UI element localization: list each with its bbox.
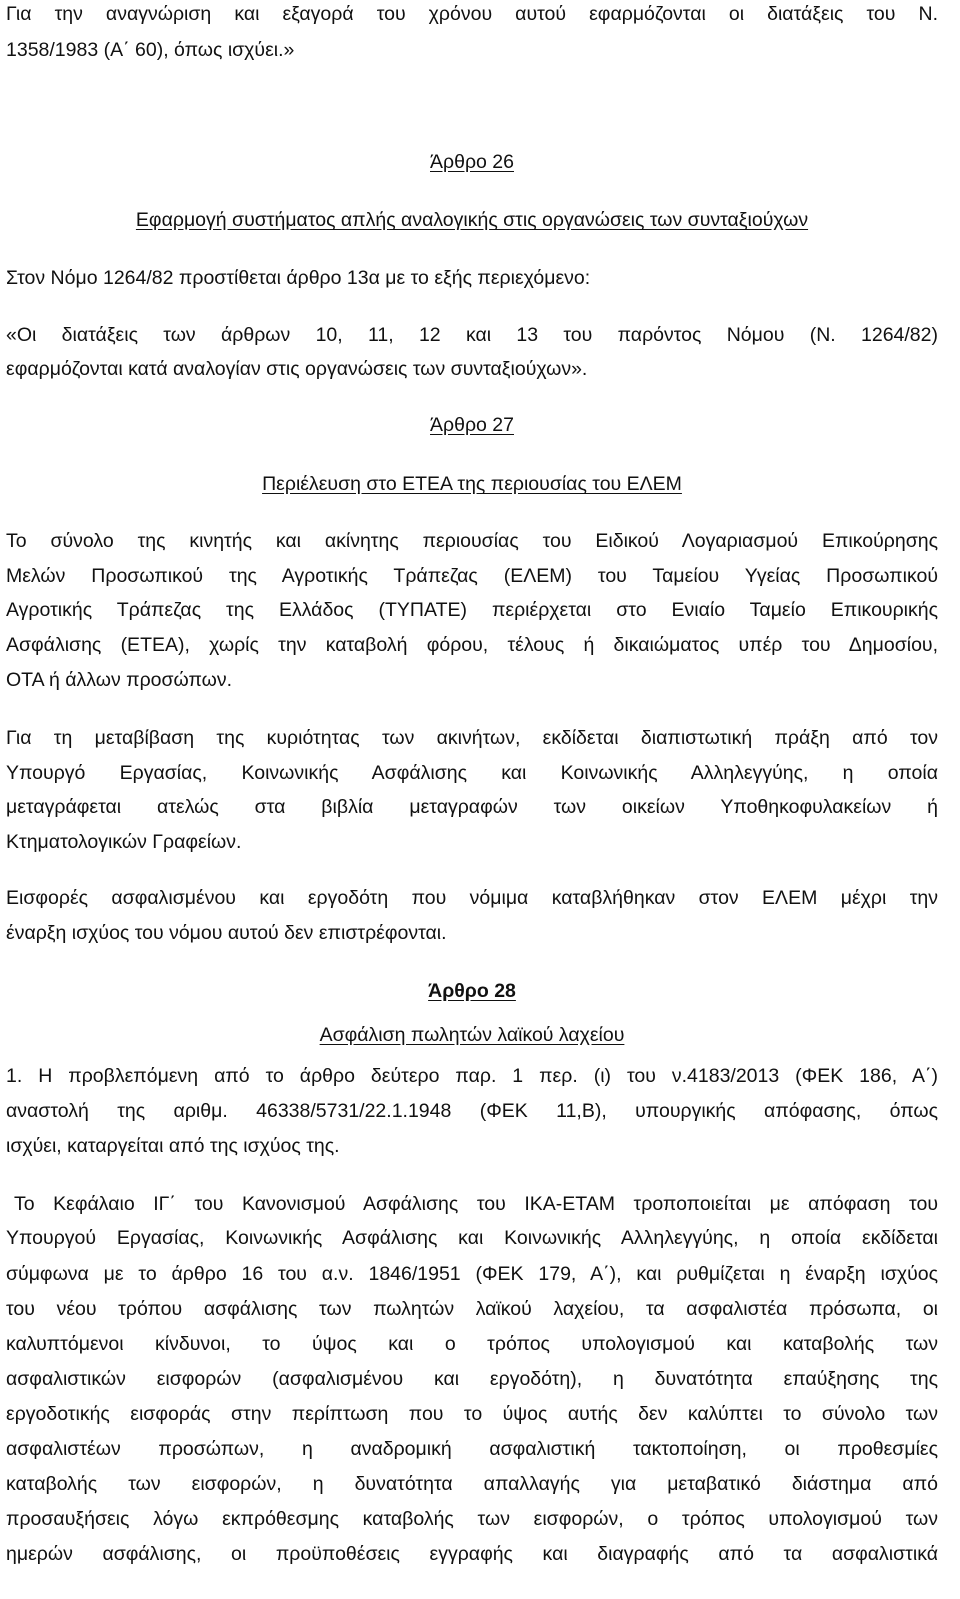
article-28-paragraph-2-line-1: Το Κεφάλαιο ΙΓ΄ του Κανονισμού Ασφάλισης του ΙΚΑ-ΕΤΑΜ τροποποιείται με απόφαση του xyxy=(14,1193,938,1215)
article-27-paragraph-2-line-2: Υπουργό Εργασίας, Κοινωνικής Ασφάλισης και Κοινωνικής Αλληλεγγύης, η οποία xyxy=(6,762,938,784)
article-28-title: Ασφάλιση πωλητών λαϊκού λαχείου xyxy=(319,1024,625,1046)
article-26-paragraph-1: Στον Νόμο 1264/82 προστίθεται άρθρο 13α με το εξής περιεχόμενο: xyxy=(6,267,591,289)
article-27-paragraph-1-line-3: Αγροτικής Τράπεζας της Ελλάδος (ΤΥΠΑΤΕ) περιέρχεται στο Ενιαίο Ταμείο Επικουρικής xyxy=(6,599,938,621)
article-28-paragraph-2-line-8: ασφαλιστέων προσώπων, η αναδρομική ασφαλιστική τακτοποίηση, οι προθεσμίες xyxy=(6,1438,938,1460)
article-28-paragraph-2-line-9: καταβολής των εισφορών, η δυνατότητα απαλλαγής για μεταβατικό διάστημα από xyxy=(6,1473,938,1495)
article-28-paragraph-2-line-4: του νέου τρόπου ασφάλισης των πωλητών λαϊκού λαχείου, τα ασφαλιστέα πρόσωπα, οι xyxy=(6,1298,938,1320)
article-28-paragraph-2-line-10: προσαυξήσεις λόγω εκπρόθεσμης καταβολής των εισφορών, ο τρόπος υπολογισμού των xyxy=(6,1508,938,1530)
article-26-heading: Άρθρο 26 xyxy=(430,151,514,173)
article-27-paragraph-2-line-4: Κτηματολογικών Γραφείων. xyxy=(6,831,242,853)
article-28-paragraph-1-line-3: ισχύει, καταργείται από της ισχύος της. xyxy=(6,1135,340,1157)
article-28-paragraph-2-line-11: ημερών ασφάλισης, οι προϋποθέσεις εγγραφής και διαγραφής από τα ασφαλιστικά xyxy=(6,1543,938,1565)
article-27-paragraph-3-line-1: Εισφορές ασφαλισμένου και εργοδότη που νόμιμα καταβλήθηκαν στον ΕΛΕΜ μέχρι την xyxy=(6,887,938,909)
article-28-paragraph-2-line-7: εργοδοτικής εισφοράς στην περίπτωση που το ύψος αυτής δεν καλύπτει το σύνολο των xyxy=(6,1403,938,1425)
intro-line-1: Για την αναγνώριση και εξαγορά του χρόνου αυτού εφαρμόζονται οι διατάξεις του N. xyxy=(6,3,938,25)
article-28-paragraph-1-line-2: αναστολή της αριθμ. 46338/5731/22.1.1948 (ΦΕΚ 11,Β), υπουργικής απόφασης, όπως xyxy=(6,1100,938,1122)
article-27-heading: Άρθρο 27 xyxy=(430,414,514,436)
article-27-paragraph-1-line-1: Το σύνολο της κινητής και ακίνητης περιουσίας του Ειδικού Λογαριασμού Επικούρησης xyxy=(6,530,938,552)
article-28-paragraph-1-line-1: 1. Η προβλεπόμενη από το άρθρο δεύτερο παρ. 1 περ. (ι) του ν.4183/2013 (ΦΕΚ 186, Α΄) xyxy=(6,1065,938,1087)
article-26-paragraph-2-line-1: «Οι διατάξεις των άρθρων 10, 11, 12 και 13 του παρόντος Νόμου (Ν. 1264/82) xyxy=(6,324,938,346)
article-28-paragraph-2-line-5: καλυπτόμενοι κίνδυνοι, το ύψος και ο τρόπος υπολογισμού και καταβολής των xyxy=(6,1333,938,1355)
article-28-paragraph-2-line-2: Υπουργού Εργασίας, Κοινωνικής Ασφάλισης και Κοινωνικής Αλληλεγγύης, η οποία εκδίδεται xyxy=(6,1227,938,1249)
article-27-paragraph-2-line-1: Για τη μεταβίβαση της κυριότητας των ακινήτων, εκδίδεται διαπιστωτική πράξη από τον xyxy=(6,727,938,749)
article-28-paragraph-2-line-3: σύμφωνα με το άρθρο 16 του α.ν. 1846/1951 (ΦΕΚ 179, Α΄), και ρυθμίζεται η έναρξη ισχύος xyxy=(6,1263,938,1285)
article-28-paragraph-2-line-6: ασφαλιστικών εισφορών (ασφαλισμένου και εργοδότη), η δυνατότητα επαύξησης της xyxy=(6,1368,938,1390)
intro-line-2: 1358/1983 (Α΄ 60), όπως ισχύει.» xyxy=(6,39,295,61)
article-26-title: Εφαρμογή συστήματος απλής αναλογικής στις οργανώσεις των συνταξιούχων xyxy=(135,209,809,231)
article-27-paragraph-1-line-5: ΟΤΑ ή άλλων προσώπων. xyxy=(6,669,233,691)
article-27-paragraph-1-line-4: Ασφάλισης (ΕΤΕΑ), χωρίς την καταβολή φόρου, τέλους ή δικαιώματος υπέρ του Δημοσίου, xyxy=(6,634,938,656)
article-27-paragraph-1-line-2: Μελών Προσωπικού της Αγροτικής Τράπεζας (ΕΛΕΜ) του Ταμείου Υγείας Προσωπικού xyxy=(6,565,938,587)
article-27-title: Περιέλευση στο ΕΤΕΑ της περιουσίας του ΕΛΕΜ xyxy=(262,473,682,495)
article-27-paragraph-2-line-3: μεταγράφεται ατελώς στα βιβλία μεταγραφών των οικείων Υποθηκοφυλακείων ή xyxy=(6,796,938,818)
article-26-paragraph-2-line-2: εφαρμόζονται κατά αναλογίαν στις οργανώσεις των συνταξιούχων». xyxy=(6,358,588,380)
article-28-heading: Άρθρο 28 xyxy=(428,980,516,1002)
article-27-paragraph-3-line-2: έναρξη ισχύος του νόμου αυτού δεν επιστρέφονται. xyxy=(6,922,447,944)
